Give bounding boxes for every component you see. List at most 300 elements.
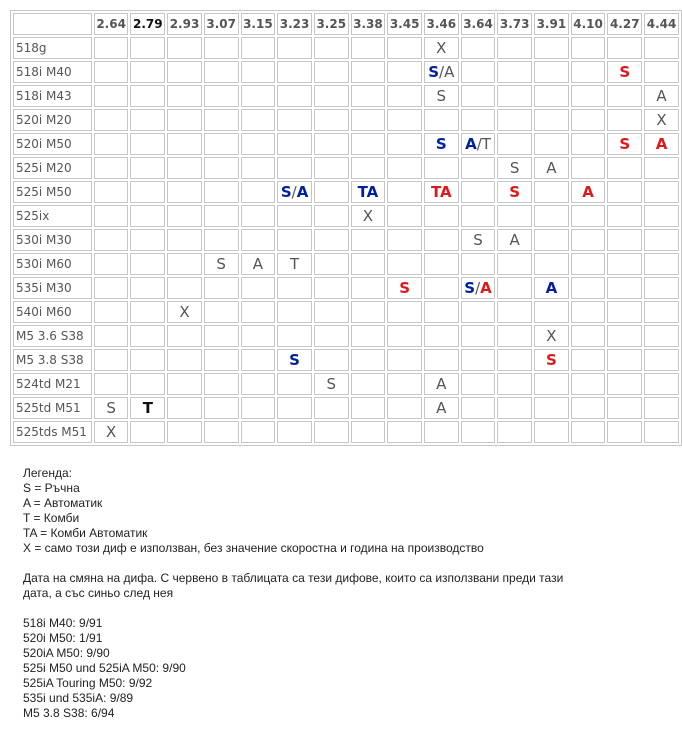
ratio-cell: [387, 349, 422, 371]
ratio-cell: [534, 205, 569, 227]
table-row: [13, 277, 679, 299]
ratio-cell: [167, 37, 202, 59]
ratio-cell: [314, 325, 349, 347]
ratio-cell: [277, 229, 312, 251]
ratio-cell: [241, 229, 276, 251]
ratio-cell: [571, 133, 606, 155]
ratio-cell: [130, 85, 165, 107]
ratio-cell: [571, 373, 606, 395]
ratio-cell: [94, 301, 129, 323]
model-name-cell: 520i M50: [13, 133, 92, 155]
differential-ratio-table: [10, 10, 682, 446]
ratio-cell: [94, 397, 129, 419]
ratio-cell: [241, 349, 276, 371]
ratio-cell: [387, 373, 422, 395]
table-row: [13, 205, 679, 227]
ratio-cell: [534, 325, 569, 347]
ratio-cell: [94, 205, 129, 227]
ratio-cell: [534, 277, 569, 299]
ratio-cell: [314, 181, 349, 203]
cell-mark: /: [475, 279, 481, 297]
cell-mark: A: [509, 231, 520, 249]
ratio-cell: [130, 301, 165, 323]
ratio-cell: [461, 253, 496, 275]
ratio-cell: [424, 85, 459, 107]
ratio-cell: [607, 133, 642, 155]
ratio-cell: [241, 301, 276, 323]
ratio-cell: [387, 277, 422, 299]
cell-mark: S: [509, 159, 520, 177]
ratio-cell: [497, 301, 532, 323]
ratio-cell: [497, 61, 532, 83]
ratio-cell: [424, 373, 459, 395]
ratio-cell: [314, 205, 349, 227]
cell-mark: A: [444, 63, 455, 81]
model-name-cell: 530i M30: [13, 229, 92, 251]
ratio-cell: [571, 109, 606, 131]
model-name-cell: 518i M40: [13, 61, 92, 83]
ratio-cell: [534, 253, 569, 275]
ratio-cell: [94, 373, 129, 395]
ratio-cell: [387, 133, 422, 155]
ratio-cell: [130, 253, 165, 275]
model-name-cell: 535i M30: [13, 277, 92, 299]
ratio-cell: [167, 181, 202, 203]
note-line: Дата на смяна на дифа. С червено в таблицата са тези дифове, които са използвани преди тази: [23, 571, 564, 585]
date-entry: 518i M40: 9/91: [23, 616, 103, 630]
ratio-header-2-64: 2.64: [94, 13, 129, 35]
ratio-cell: [571, 325, 606, 347]
ratio-cell: [387, 37, 422, 59]
cell-mark: S: [280, 183, 292, 201]
cell-mark: A: [436, 399, 447, 417]
cell-mark: A: [252, 255, 263, 273]
ratio-cell: [644, 373, 679, 395]
ratio-cell: [351, 85, 386, 107]
ratio-cell: [607, 325, 642, 347]
ratio-cell: [461, 205, 496, 227]
cell-mark: S: [428, 63, 440, 81]
ratio-cell: [314, 229, 349, 251]
cell-mark: A: [545, 279, 558, 297]
ratio-cell: [497, 157, 532, 179]
ratio-cell: [204, 37, 239, 59]
cell-mark: T: [289, 255, 300, 273]
ratio-cell: [387, 421, 422, 443]
ratio-cell: [571, 349, 606, 371]
ratio-cell: [461, 301, 496, 323]
date-entry: 535i und 535iA: 9/89: [23, 691, 134, 705]
ratio-cell: [241, 253, 276, 275]
ratio-cell: [644, 349, 679, 371]
ratio-cell: [461, 373, 496, 395]
cell-mark: A: [655, 135, 668, 153]
cell-mark: A: [296, 183, 309, 201]
ratio-cell: [461, 109, 496, 131]
cell-mark: S: [399, 279, 411, 297]
legend-item: A = Автоматик: [23, 496, 103, 510]
ratio-cell: [167, 421, 202, 443]
date-entry: 525i M50 und 525iA M50: 9/90: [23, 661, 186, 675]
ratio-cell: [461, 349, 496, 371]
ratio-cell: [94, 109, 129, 131]
ratio-cell: [314, 277, 349, 299]
ratio-cell: [241, 181, 276, 203]
ratio-cell: [461, 229, 496, 251]
ratio-cell: [644, 205, 679, 227]
table-row: [13, 85, 679, 107]
ratio-cell: [241, 109, 276, 131]
ratio-cell: [204, 133, 239, 155]
ratio-cell: [94, 421, 129, 443]
ratio-cell: [351, 301, 386, 323]
ratio-cell: [571, 37, 606, 59]
ratio-cell: [241, 277, 276, 299]
ratio-cell: [424, 181, 459, 203]
ratio-cell: [424, 349, 459, 371]
ratio-cell: [607, 37, 642, 59]
date-entry: 520i M50: 1/91: [23, 631, 103, 645]
ratio-header-2-79: 2.79: [130, 13, 165, 35]
ratio-cell: [497, 397, 532, 419]
ratio-cell: [607, 229, 642, 251]
ratio-cell: [607, 157, 642, 179]
ratio-cell: [167, 277, 202, 299]
model-name-cell: 518g: [13, 37, 92, 59]
ratio-cell: [644, 421, 679, 443]
ratio-cell: [167, 85, 202, 107]
ratio-cell: [204, 109, 239, 131]
ratio-cell: [497, 229, 532, 251]
ratio-cell: [351, 37, 386, 59]
ratio-cell: [497, 253, 532, 275]
ratio-cell: [94, 253, 129, 275]
ratio-cell: [607, 181, 642, 203]
ratio-cell: [241, 37, 276, 59]
ratio-cell: [497, 181, 532, 203]
ratio-cell: [277, 421, 312, 443]
ratio-cell: [130, 397, 165, 419]
ratio-cell: [387, 253, 422, 275]
ratio-cell: [94, 229, 129, 251]
ratio-cell: [94, 277, 129, 299]
model-name-cell: 520i M20: [13, 109, 92, 131]
table-row: [13, 373, 679, 395]
ratio-cell: [130, 205, 165, 227]
ratio-cell: [534, 85, 569, 107]
ratio-cell: [424, 37, 459, 59]
cell-mark: S: [106, 399, 116, 417]
ratio-cell: [534, 133, 569, 155]
ratio-cell: [461, 421, 496, 443]
ratio-cell: [571, 421, 606, 443]
ratio-cell: [94, 325, 129, 347]
ratio-cell: [277, 277, 312, 299]
ratio-cell: [607, 397, 642, 419]
ratio-cell: [424, 253, 459, 275]
legend-item: TA = Комби Автоматик: [23, 526, 148, 540]
ratio-cell: [204, 325, 239, 347]
ratio-cell: [351, 133, 386, 155]
table-row: [13, 61, 679, 83]
ratio-cell: [277, 397, 312, 419]
ratio-cell: [94, 85, 129, 107]
ratio-cell: [534, 301, 569, 323]
ratio-cell: [497, 277, 532, 299]
ratio-cell: [351, 253, 386, 275]
ratio-cell: [314, 157, 349, 179]
cell-mark: /T: [476, 135, 491, 153]
ratio-cell: [497, 205, 532, 227]
ratio-cell: [94, 61, 129, 83]
ratio-cell: [644, 229, 679, 251]
ratio-cell: [241, 157, 276, 179]
ratio-cell: [387, 61, 422, 83]
ratio-cell: [314, 37, 349, 59]
ratio-cell: [94, 181, 129, 203]
ratio-cell: [204, 205, 239, 227]
table-row: [13, 421, 679, 443]
ratio-cell: [130, 229, 165, 251]
ratio-cell: [534, 109, 569, 131]
cell-mark: X: [546, 327, 557, 345]
ratio-cell: [571, 85, 606, 107]
ratio-cell: [204, 157, 239, 179]
model-name-cell: M5 3.8 S38: [13, 349, 92, 371]
model-name-cell: 530i M60: [13, 253, 92, 275]
date-entry: M5 3.8 S38: 6/94: [23, 706, 115, 720]
ratio-header-row: [13, 13, 679, 35]
ratio-cell: [424, 229, 459, 251]
ratio-cell: [644, 397, 679, 419]
ratio-cell: [314, 301, 349, 323]
ratio-cell: [167, 133, 202, 155]
ratio-cell: [204, 61, 239, 83]
cell-mark: X: [656, 111, 667, 129]
cell-mark: /: [439, 63, 445, 81]
table-row: [13, 301, 679, 323]
cell-mark: S: [545, 351, 557, 369]
ratio-cell: [351, 397, 386, 419]
ratio-cell: [130, 421, 165, 443]
legend-item: X = само този диф е използван, без значение скоростна и година на производство: [23, 541, 484, 555]
model-name-cell: 525ix: [13, 205, 92, 227]
ratio-header-3-07: 3.07: [204, 13, 239, 35]
ratio-cell: [607, 85, 642, 107]
ratio-cell: [277, 373, 312, 395]
legend-title: Легенда:: [23, 466, 72, 480]
ratio-cell: [571, 301, 606, 323]
ratio-cell: [351, 349, 386, 371]
ratio-header-3-23: 3.23: [277, 13, 312, 35]
legend-item: S = Ръчна: [23, 481, 80, 495]
cell-mark: S: [619, 135, 631, 153]
ratio-cell: [571, 181, 606, 203]
ratio-cell: [424, 205, 459, 227]
ratio-cell: [277, 109, 312, 131]
ratio-cell: [241, 61, 276, 83]
ratio-cell: [534, 181, 569, 203]
ratio-cell: [277, 301, 312, 323]
ratio-cell: [461, 325, 496, 347]
ratio-cell: [130, 325, 165, 347]
date-entry: 525iA Touring M50: 9/92: [23, 676, 153, 690]
ratio-cell: [167, 349, 202, 371]
ratio-cell: [167, 205, 202, 227]
ratio-cell: [94, 349, 129, 371]
ratio-cell: [241, 133, 276, 155]
ratio-cell: [461, 277, 496, 299]
ratio-cell: [94, 157, 129, 179]
ratio-cell: [461, 133, 496, 155]
ratio-cell: [130, 349, 165, 371]
ratio-cell: [571, 277, 606, 299]
cell-mark: X: [362, 207, 374, 225]
ratio-cell: [424, 421, 459, 443]
cell-mark: S: [435, 135, 447, 153]
ratio-cell: [277, 37, 312, 59]
ratio-cell: [167, 229, 202, 251]
model-name-cell: M5 3.6 S38: [13, 325, 92, 347]
ratio-cell: [644, 85, 679, 107]
ratio-cell: [204, 421, 239, 443]
table-row: [13, 325, 679, 347]
table-row: [13, 133, 679, 155]
ratio-cell: [314, 85, 349, 107]
table-row: [13, 37, 679, 59]
cell-mark: X: [436, 39, 447, 57]
ratio-cell: [644, 133, 679, 155]
ratio-cell: [314, 133, 349, 155]
ratio-cell: [204, 301, 239, 323]
ratio-cell: [497, 373, 532, 395]
ratio-cell: [167, 109, 202, 131]
ratio-cell: [277, 61, 312, 83]
table-row: [13, 253, 679, 275]
ratio-cell: [204, 85, 239, 107]
ratio-cell: [130, 109, 165, 131]
ratio-cell: [497, 37, 532, 59]
ratio-cell: [534, 229, 569, 251]
ratio-header-3-91: 3.91: [534, 13, 569, 35]
model-rows: [13, 37, 679, 443]
ratio-cell: [607, 205, 642, 227]
ratio-cell: [461, 61, 496, 83]
ratio-cell: [534, 373, 569, 395]
cell-mark: S: [509, 183, 521, 201]
ratio-cell: [387, 205, 422, 227]
cell-mark: A: [436, 375, 447, 393]
ratio-cell: [314, 373, 349, 395]
ratio-cell: [351, 61, 386, 83]
ratio-cell: [204, 229, 239, 251]
ratio-header-3-46: 3.46: [424, 13, 459, 35]
ratio-cell: [167, 397, 202, 419]
ratio-cell: [167, 157, 202, 179]
ratio-header-4-44: 4.44: [644, 13, 679, 35]
ratio-cell: [644, 61, 679, 83]
ratio-cell: [204, 181, 239, 203]
header-corner-cell: [13, 13, 92, 35]
ratio-cell: [167, 325, 202, 347]
ratio-cell: [94, 37, 129, 59]
ratio-header-3-25: 3.25: [314, 13, 349, 35]
ratio-cell: [424, 109, 459, 131]
ratio-cell: [607, 349, 642, 371]
cell-mark: S: [436, 87, 447, 105]
ratio-header-3-73: 3.73: [497, 13, 532, 35]
ratio-cell: [424, 61, 459, 83]
ratio-cell: [167, 61, 202, 83]
ratio-cell: [461, 157, 496, 179]
ratio-cell: [387, 181, 422, 203]
ratio-cell: [351, 205, 386, 227]
ratio-cell: [351, 229, 386, 251]
ratio-header-4-10: 4.10: [571, 13, 606, 35]
ratio-cell: [497, 133, 532, 155]
cell-mark: X: [179, 303, 190, 321]
model-name-cell: 518i M43: [13, 85, 92, 107]
ratio-cell: [571, 157, 606, 179]
ratio-cell: [241, 397, 276, 419]
ratio-cell: [277, 253, 312, 275]
cell-mark: TA: [430, 183, 452, 201]
cell-mark: S: [464, 279, 476, 297]
ratio-cell: [277, 205, 312, 227]
ratio-cell: [497, 85, 532, 107]
ratio-cell: [644, 325, 679, 347]
note-line: дата, а със синьо след нея: [23, 586, 174, 600]
cell-mark: A: [480, 279, 492, 297]
ratio-cell: [571, 61, 606, 83]
ratio-cell: [351, 181, 386, 203]
ratio-cell: [534, 349, 569, 371]
cell-mark: A: [656, 87, 667, 105]
ratio-cell: [277, 85, 312, 107]
ratio-cell: [644, 37, 679, 59]
ratio-cell: [607, 373, 642, 395]
ratio-cell: [167, 301, 202, 323]
cell-mark: S: [216, 255, 226, 273]
ratio-cell: [130, 37, 165, 59]
ratio-cell: [387, 397, 422, 419]
ratio-cell: [644, 181, 679, 203]
ratio-header-3-64: 3.64: [461, 13, 496, 35]
legend-item: T = Комби: [23, 511, 80, 525]
ratio-cell: [534, 61, 569, 83]
cell-mark: X: [105, 423, 117, 441]
date-entry: 520iA M50: 9/90: [23, 646, 110, 660]
ratio-cell: [607, 277, 642, 299]
ratio-cell: [424, 157, 459, 179]
table-row: [13, 229, 679, 251]
cell-mark: /: [291, 183, 297, 201]
table-row: [13, 157, 679, 179]
cell-mark: TA: [357, 183, 379, 201]
table-row: [13, 109, 679, 131]
ratio-cell: [314, 253, 349, 275]
cell-mark: A: [546, 159, 557, 177]
ratio-cell: [461, 181, 496, 203]
cell-mark: T: [142, 399, 153, 417]
change-date-note: [23, 571, 603, 601]
legend-block: [23, 466, 603, 556]
ratio-cell: [607, 109, 642, 131]
ratio-cell: [497, 109, 532, 131]
ratio-cell: [94, 133, 129, 155]
ratio-cell: [204, 397, 239, 419]
ratio-cell: [130, 61, 165, 83]
